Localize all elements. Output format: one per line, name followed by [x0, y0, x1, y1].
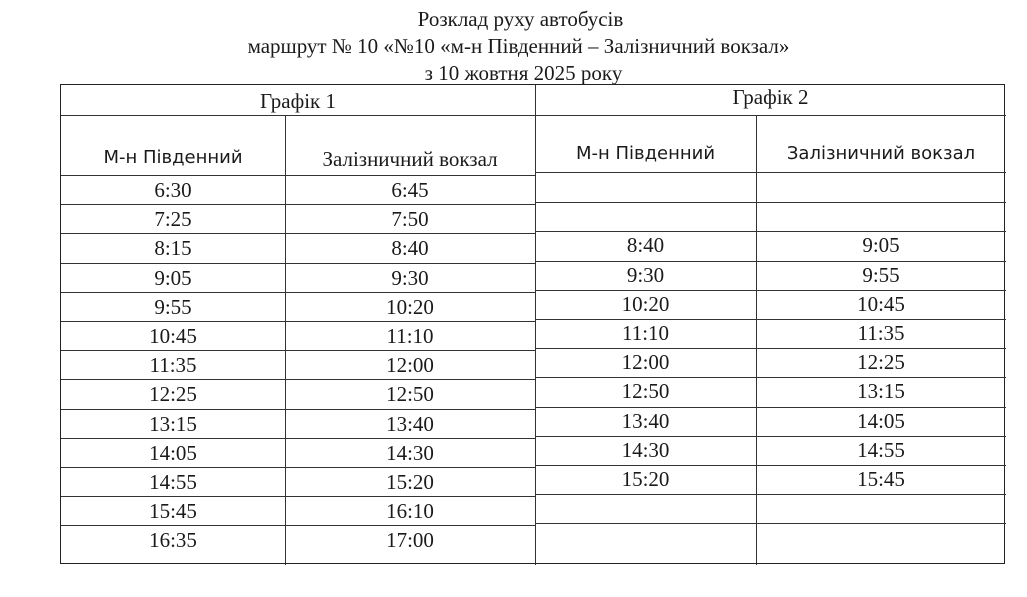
schedule1-station-time: 12:00	[386, 353, 434, 378]
title-line-2: маршрут № 10 «№10 «м-н Південний – Залізничний вокзал»	[247, 34, 790, 58]
title-line-3: з 10 жовтня 2025 року	[424, 61, 623, 85]
schedule2-station-time: 14:55	[857, 437, 905, 462]
header-bottom-divider-left	[61, 175, 535, 176]
row-divider	[61, 409, 535, 410]
schedule1-station-time: 16:10	[386, 499, 434, 524]
schedule1-south-time: 9:05	[154, 265, 192, 290]
row-divider	[61, 379, 535, 380]
schedule1-south-time: 15:45	[149, 499, 197, 524]
schedule1-south-time: 14:05	[149, 440, 197, 465]
schedule1-station-time: 7:50	[391, 207, 429, 232]
schedule-1-col-south: М-н Південний	[103, 147, 243, 168]
schedule-2-col-station: Залізничний вокзал	[786, 143, 976, 164]
schedule1-south-time: 7:25	[154, 207, 192, 232]
schedule1-station-time: 12:50	[386, 382, 434, 407]
schedule-2-label: Графік 2	[732, 85, 809, 109]
row-divider	[61, 496, 535, 497]
schedule2-station-time: 12:25	[857, 350, 905, 375]
schedule-1-col-station: Залізничний вокзал	[322, 147, 498, 171]
schedule2-south-time: 8:40	[626, 233, 665, 258]
row-divider	[535, 377, 1006, 378]
schedule2-south-time: 14:30	[621, 437, 670, 462]
schedule1-station-time: 15:20	[386, 470, 434, 494]
schedule2-station-time: 9:05	[862, 233, 900, 258]
row-divider	[535, 319, 1006, 320]
schedule1-station-time: 10:20	[386, 294, 434, 319]
schedule2-south-time: 10:20	[621, 291, 670, 316]
row-divider	[535, 494, 1006, 495]
schedule1-station-time: 14:30	[386, 440, 434, 465]
schedule2-station-time: 15:45	[857, 467, 905, 491]
schedule1-station-time: 8:40	[391, 236, 429, 261]
schedule2-south-time: 12:50	[621, 379, 670, 404]
schedule-1-label: Графік 1	[259, 89, 337, 113]
row-divider	[535, 465, 1006, 466]
header-bottom-divider-right	[535, 172, 1006, 173]
row-divider	[61, 321, 535, 322]
row-divider	[61, 233, 535, 234]
row-divider	[535, 348, 1006, 349]
row-divider	[61, 438, 535, 439]
row-divider	[61, 292, 535, 293]
schedule1-station-time: 11:10	[386, 324, 434, 348]
schedule2-station-time: 14:05	[857, 408, 905, 433]
schedule1-station-time: 9:30	[391, 265, 429, 290]
document-title	[0, 6, 1027, 87]
row-divider	[535, 407, 1006, 408]
schedule2-station-time: 9:55	[862, 262, 900, 287]
row-divider	[535, 290, 1006, 291]
schedule1-south-time: 14:55	[149, 470, 197, 494]
schedule2-station-time: 11:35	[857, 321, 905, 345]
schedule-2-col-south: М-н Південний	[575, 143, 716, 164]
schedule2-south-time: 15:20	[621, 467, 670, 491]
row-divider	[61, 350, 535, 351]
schedule2-south-time: 11:10	[621, 321, 670, 345]
schedule1-south-time: 10:45	[149, 324, 197, 348]
schedule1-station-time: 6:45	[391, 178, 429, 202]
row-divider	[61, 467, 535, 468]
row-divider	[535, 436, 1006, 437]
schedule1-south-time: 8:15	[154, 236, 192, 261]
row-divider	[535, 202, 1006, 203]
row-divider	[61, 263, 535, 264]
schedule1-south-time: 12:25	[149, 382, 197, 407]
schedule1-south-time: 6:30	[154, 178, 192, 202]
schedule2-south-time: 12:00	[621, 350, 670, 375]
schedule1-south-time: 13:15	[149, 411, 197, 436]
row-divider	[61, 204, 535, 205]
row-divider	[535, 523, 1006, 524]
schedule1-station-time: 13:40	[386, 411, 434, 436]
schedule2-south-time: 9:30	[626, 262, 665, 287]
schedule2-station-time: 10:45	[857, 291, 905, 316]
schedule1-south-time: 11:35	[149, 353, 197, 378]
schedule2-south-time: 13:40	[621, 408, 670, 433]
row-divider	[535, 261, 1006, 262]
schedule1-station-time: 17:00	[386, 528, 434, 553]
schedule2-station-time: 13:15	[857, 379, 905, 404]
row-divider	[61, 525, 535, 526]
schedule1-south-time: 9:55	[154, 294, 192, 319]
schedule-table	[60, 84, 1005, 564]
row-divider	[535, 231, 1006, 232]
schedule1-south-time: 16:35	[149, 528, 197, 553]
title-line-1: Розклад руху автобусів	[417, 7, 624, 31]
header-divider	[61, 115, 1006, 116]
